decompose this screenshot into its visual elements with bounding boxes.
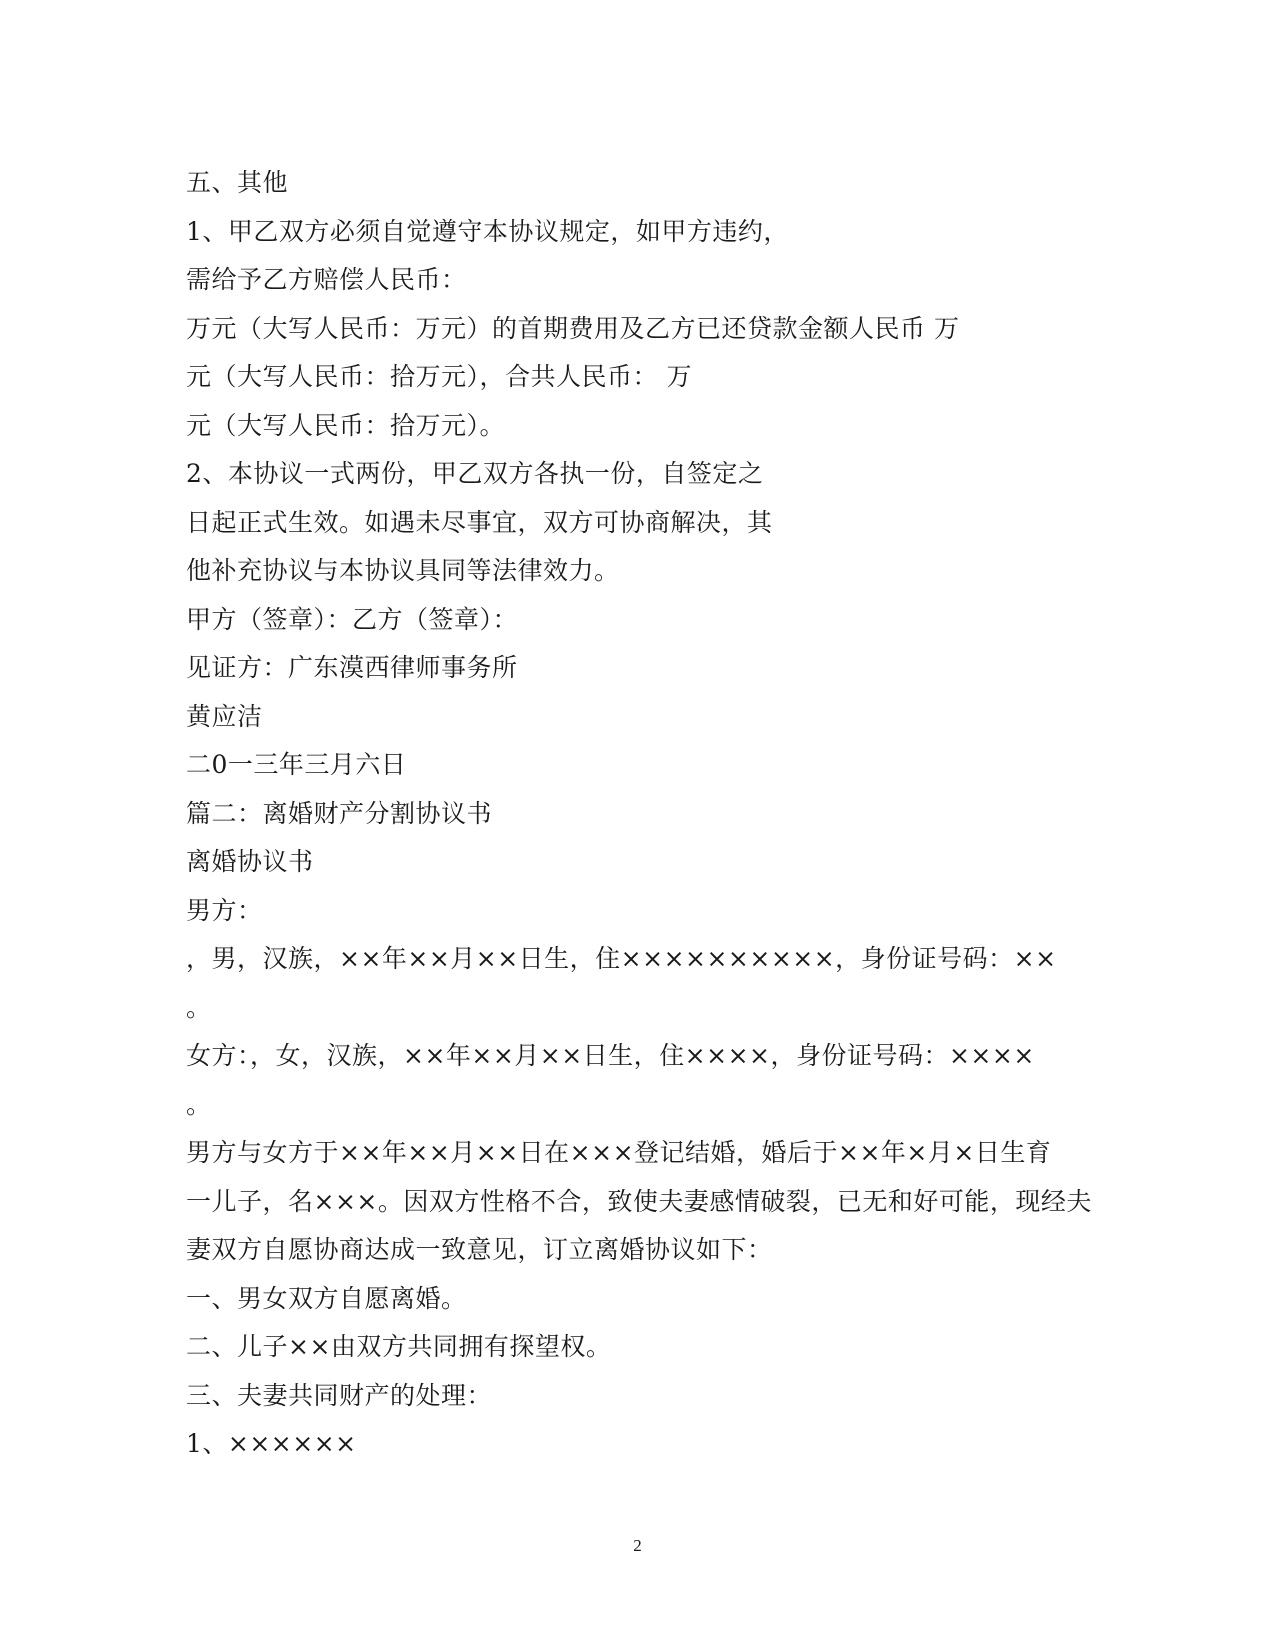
page-number: 2 xyxy=(633,1536,642,1555)
text-line: 需给予乙方赔偿人民币： xyxy=(186,265,467,294)
text-line: 万元（大写人民币：万元）的首期费用及乙方已还贷款金额人民币 万 xyxy=(186,313,960,343)
text-line: 男方与女方于××年××月××日在×××登记结婚，婚后于××年×月×日生育 xyxy=(186,1138,1052,1167)
text-line: 元（大写人民币：拾万元），合共人民币： 万 xyxy=(186,362,692,391)
text-line: ，男，汉族，××年××月××日生，住××××××××××，身份证号码：×× xyxy=(186,944,1057,973)
section-heading-other: 五、其他 xyxy=(186,168,289,197)
document-body xyxy=(186,159,1091,1469)
text-line: 2、本协议一式两份，甲乙双方各执一份，自签定之 xyxy=(186,459,764,488)
text-line: 。 xyxy=(186,1089,212,1119)
text-line: 一儿子，名×××。因双方性格不合，致使夫妻感情破裂，已无和好可能，现经夫 xyxy=(186,1186,1092,1216)
signature-line: 甲方（签章）：乙方（签章）： xyxy=(186,604,519,634)
text-line: 一、男女双方自愿离婚。 xyxy=(186,1283,467,1313)
text-line: 元（大写人民币：拾万元）。 xyxy=(186,410,506,440)
text-line: 妻双方自愿协商达成一致意见，订立离婚协议如下： xyxy=(186,1235,773,1264)
text-line: 男方： xyxy=(186,895,263,925)
witness-line: 见证方：广东漠西律师事务所 xyxy=(186,653,518,682)
witness-name: 黄应洁 xyxy=(186,701,263,731)
text-line: 他补充协议与本协议具同等法律效力。 xyxy=(186,556,620,585)
text-line: 1、×××××× xyxy=(186,1429,357,1458)
text-line: 二、儿子××由双方共同拥有探望权。 xyxy=(186,1332,612,1361)
text-line: 1、甲乙双方必须自觉遵守本协议规定，如甲方违约， xyxy=(186,216,789,246)
text-line: 日起正式生效。如遇未尽事宜，双方可协商解决，其 xyxy=(186,507,773,537)
text-line: 三、夫妻共同财产的处理： xyxy=(186,1380,493,1410)
text-line: 。 xyxy=(186,992,212,1022)
date-line: 二0一三年三月六日 xyxy=(186,750,407,779)
text-line: 女方：，女，汉族，××年××月××日生，住××××，身份证号码：×××× xyxy=(186,1041,1035,1070)
chapter-heading: 篇二：离婚财产分割协议书 xyxy=(186,798,493,828)
agreement-title: 离婚协议书 xyxy=(186,847,314,876)
